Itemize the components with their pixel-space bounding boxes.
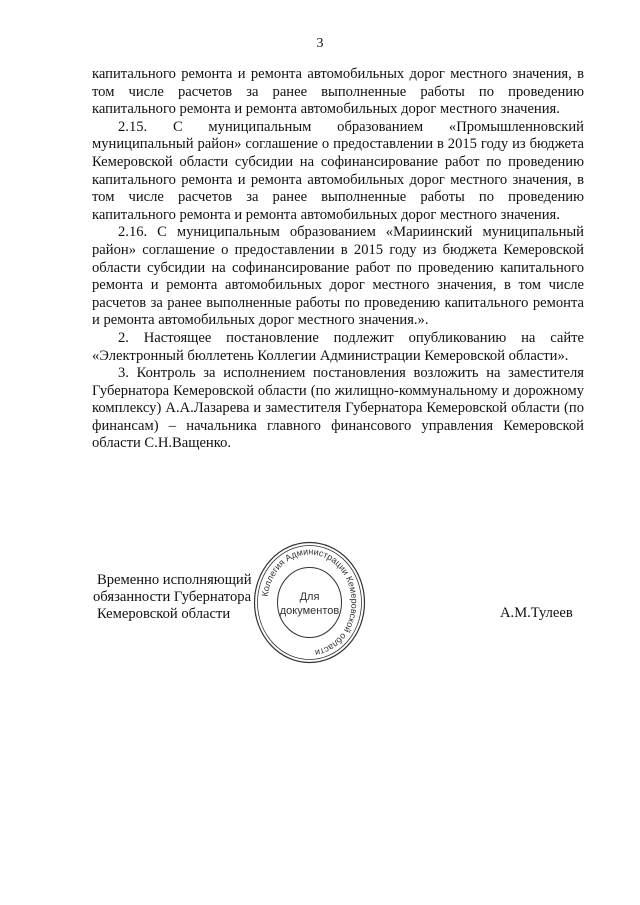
page-number: 3 <box>316 36 324 51</box>
signature-title-line1: Временно исполняющий <box>97 572 252 588</box>
paragraph-2-16: 2.16. С муниципальным образованием «Мариинский муниципальный район» соглашение о предоставлении в 2015 году из бюджета Кемеровской области субсидии на софинансирование работ по проведению капитального ремонта и ремонта автомобильных дорог местного значения, в том числе расчетов за ранее выполненные работы по проведению капитального ремонта и ремонта автомобильных дорог местного значения.». <box>92 224 584 329</box>
paragraph-continuation: капитального ремонта и ремонта автомобильных дорог местного значения, в том числе расчетов за ранее выполненные работы по проведению капитального ремонта и ремонта автомобильных дорог местного значения. <box>92 66 584 118</box>
paragraph-2-15: 2.15. С муниципальным образованием «Промышленновский муниципальный район» соглашение о предоставлении в 2015 году из бюджета Кемеровской области субсидии на софинансирование работ по проведению капитального ремонта и ремонта автомобильных дорог местного значения, в том числе расчетов за ранее выполненные работы по проведению капитального ремонта и ремонта автомобильных дорог местного значения. <box>92 118 584 223</box>
signature-title-line2: обязанности Губернатора <box>93 589 252 605</box>
signatory-name: А.М.Тулеев <box>500 605 573 621</box>
document-body <box>92 66 584 453</box>
paragraph-3-control: 3. Контроль за исполнением постановления возложить на заместителя Губернатора Кемеровской области (по жилищно-коммунальному и дорожному комплексу) А.А.Лазарева и заместителя Губернатора Кемеровской области (по финансам) – начальника главного финансового управления Кемеровской области С.Н.Ващенко. <box>92 365 584 452</box>
stamp-center-line2: документов <box>279 605 340 617</box>
stamp-center-line1: Для <box>299 591 320 603</box>
paragraph-2-publication: 2. Настоящее постановление подлежит опубликованию на сайте «Электронный бюллетень Коллегии Администрации Кемеровской области». <box>92 329 584 364</box>
round-seal-stamp <box>252 540 367 665</box>
stamp-ring-text: Коллегия Администрации Кемеровской области <box>259 546 360 659</box>
signature-title-line3: Кемеровской области <box>97 606 231 622</box>
